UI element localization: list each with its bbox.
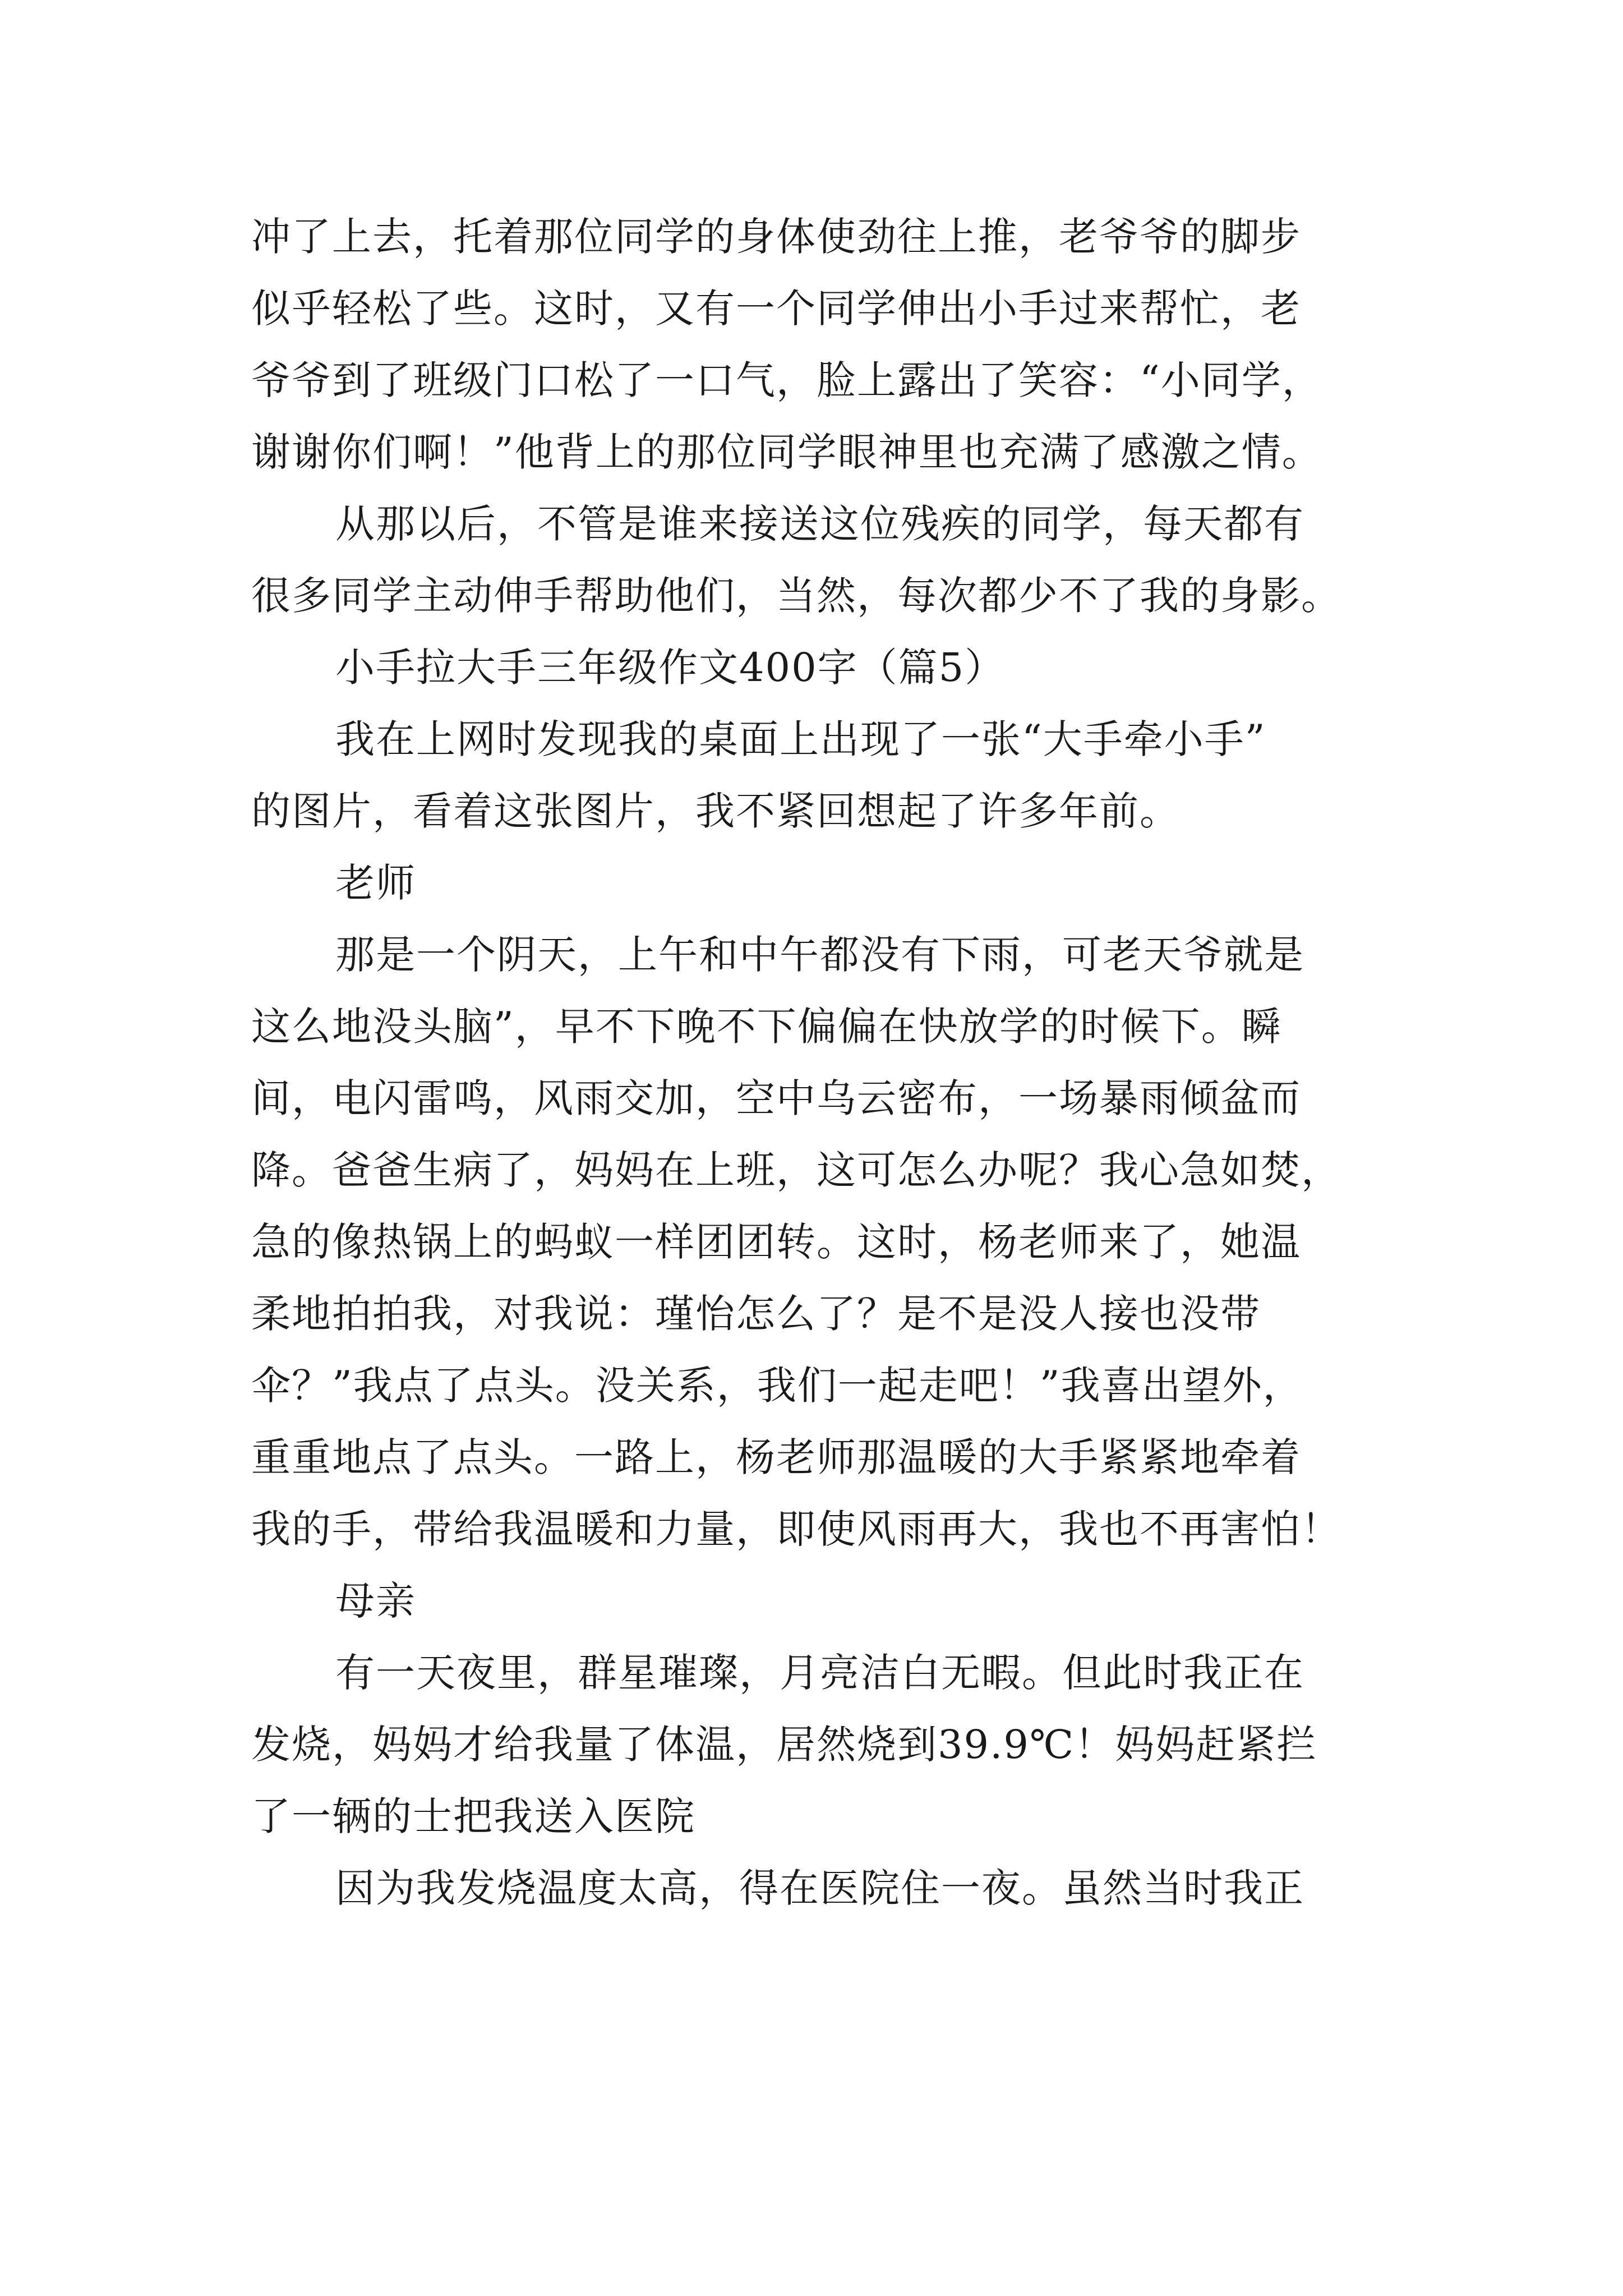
text-line: 我的手，带给我温暖和力量，即使风雨再大，我也不再害怕！ [251,1506,1341,1552]
text-line: 的图片，看着这张图片，我不紧回想起了许多年前。 [251,788,1180,834]
text-line: 了一辆的士把我送入医院 [251,1793,695,1839]
text-line: 重重地点了点头。一路上，杨老师那温暖的大手紧紧地牵着 [251,1434,1301,1480]
text-line: 老师 [335,860,416,906]
text-line: 降。爸爸生病了，妈妈在上班，这可怎么办呢？我心急如焚， [251,1147,1341,1193]
text-line: 爷爷到了班级门口松了一口气，脸上露出了笑容：“小同学， [251,357,1322,403]
document-body [251,201,1378,1924]
text-line: 因为我发烧温度太高，得在医院住一夜。虽然当时我正 [335,1865,1304,1911]
text-line: 谢谢你们啊！”他背上的那位同学眼神里也充满了感激之情。 [251,429,1322,475]
text-line: 伞？”我点了点头。没关系，我们一起走吧！”我喜出望外， [251,1363,1303,1409]
text-line: 急的像热锅上的蚂蚁一样团团转。这时，杨老师来了，她温 [251,1219,1301,1265]
text-line: 很多同学主动伸手帮助他们，当然，每次都少不了我的身影。 [251,573,1341,619]
text-line: 从那以后，不管是谁来接送这位残疾的同学，每天都有 [335,501,1304,547]
text-line: 这么地没头脑”，早不下晚不下偏偏在快放学的时候下。瞬 [251,1004,1282,1050]
text-line: 发烧，妈妈才给我量了体温，居然烧到39.9℃！妈妈赶紧拦 [251,1722,1317,1768]
text-line: 母亲 [335,1578,416,1624]
text-line: 间，电闪雷鸣，风雨交加，空中乌云密布，一场暴雨倾盆而 [251,1075,1301,1121]
text-line: 似乎轻松了些。这时，又有一个同学伸出小手过来帮忙，老 [251,286,1301,332]
text-line: 那是一个阴天，上午和中午都没有下雨，可老天爷就是 [335,932,1304,978]
text-line: 冲了上去，托着那位同学的身体使劲往上推，老爷爷的脚步 [251,214,1301,260]
text-line: 柔地拍拍我，对我说：瑾怡怎么了？是不是没人接也没带 [251,1291,1261,1337]
text-line: 小手拉大手三年级作文400字（篇5） [335,645,1006,691]
text-line: 有一天夜里，群星璀璨，月亮洁白无暇。但此时我正在 [335,1650,1304,1696]
text-line: 我在上网时发现我的桌面上出现了一张“大手牵小手” [335,716,1266,762]
